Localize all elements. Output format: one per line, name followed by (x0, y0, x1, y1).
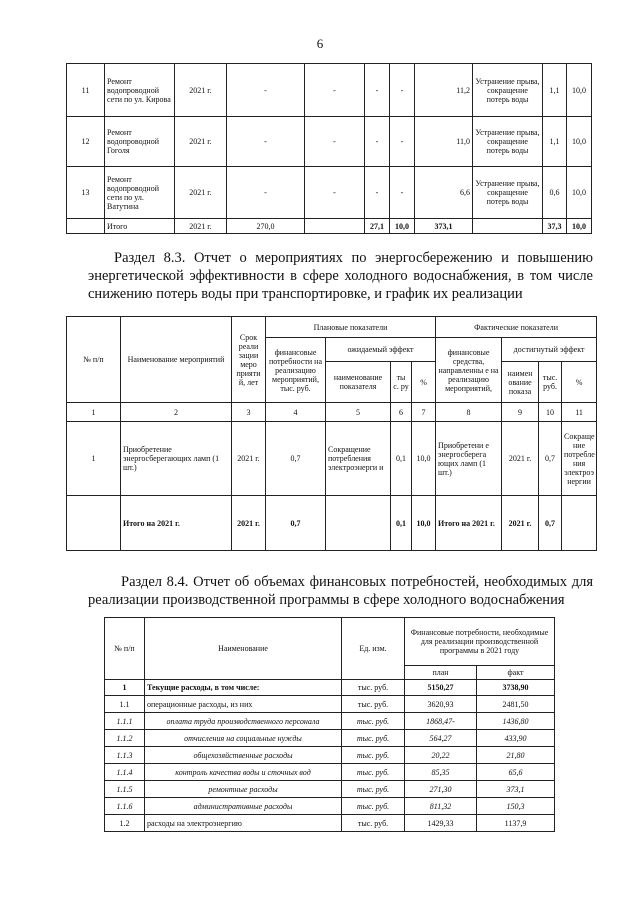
cell: - (227, 117, 305, 167)
table-row (105, 747, 555, 764)
col-num: 10 (539, 403, 562, 422)
cell-name: административные расходы (145, 798, 342, 815)
total-c8: 373,1 (415, 219, 473, 234)
energy-saving-table (66, 316, 597, 551)
cell-plan: 811,32 (405, 798, 477, 815)
cell-plan: 3620,93 (405, 696, 477, 713)
header-plan: Плановые показатели (266, 317, 436, 338)
cell-num: 1.1.4 (105, 764, 145, 781)
cell: - (390, 117, 415, 167)
cell: 10,0 (567, 167, 592, 219)
total-c10: 37,3 (543, 219, 567, 234)
cell: - (305, 167, 365, 219)
cell-fact: 1436,80 (477, 713, 555, 730)
section-8-4-title: Раздел 8.4. Отчет об объемах финансовых потребностей, необходимых для реализации производственной программы в сфере холодного водоснабжения (88, 574, 593, 608)
cell-plan: 85,35 (405, 764, 477, 781)
total-ths: 0,1 (391, 496, 412, 551)
col-num: 2 (121, 403, 232, 422)
col-num: 9 (502, 403, 539, 422)
cell-num: 12 (67, 117, 105, 167)
table-row (105, 696, 555, 713)
header-num: № п/п (67, 317, 121, 403)
financial-needs-table (104, 617, 555, 832)
cell: 11,0 (415, 117, 473, 167)
total-year: 2021 г. (175, 219, 227, 234)
header-effect-fact: достигнутый эффект (502, 338, 597, 362)
cell-num: 1 (67, 422, 121, 496)
cell-fact: 65,6 (477, 764, 555, 781)
total-c7: 10,0 (390, 219, 415, 234)
cell: 10,0 (567, 64, 592, 117)
cell: - (227, 64, 305, 117)
cell: 0,6 (543, 167, 567, 219)
cell-fin: 0,7 (266, 422, 326, 496)
col-num: 7 (412, 403, 436, 422)
header-name: Наименование мероприятий (121, 317, 232, 403)
header-fin-needs: Финансовые потребности, необходимые для реализации производственной программы в 2021 году (405, 618, 555, 666)
cell-num: 1.1.2 (105, 730, 145, 747)
cell-fact: 433,90 (477, 730, 555, 747)
total-pct: 10,0 (412, 496, 436, 551)
table-row (105, 815, 555, 832)
table-row (105, 713, 555, 730)
cell-effect: Устранение прыва, сокращение потерь воды (473, 117, 543, 167)
table-total-row (67, 219, 592, 234)
cell-plan: 271,30 (405, 781, 477, 798)
cell-fact-effect: Сокраще ние потребле ния электроэ нергии (562, 422, 597, 496)
col-num: 5 (326, 403, 391, 422)
total-c6: 27,1 (365, 219, 390, 234)
cell-year: 2021 г. (175, 167, 227, 219)
cell-plan: 564,27 (405, 730, 477, 747)
cell-effect: Устранение прыва, сокращение потерь воды (473, 64, 543, 117)
total-fin: 0,7 (266, 496, 326, 551)
total-label: Итого на 2021 г. (121, 496, 232, 551)
cell-unit: тыс. руб. (342, 713, 405, 730)
cell-plan: 1868,47- (405, 713, 477, 730)
table-row (67, 64, 592, 117)
cell-fact: 21,80 (477, 747, 555, 764)
cell-name: Ремонт водопроводной Гоголя (105, 117, 175, 167)
cell-fact-year: 2021 г. (502, 422, 539, 496)
cell: - (365, 117, 390, 167)
cell: 10,0 (567, 117, 592, 167)
header-fin-fact: финансовые средства, направленны е на реализацию мероприятий, (436, 338, 502, 403)
cell-name: отчисления на социальные нужды (145, 730, 342, 747)
cell-name: Текущие расходы, в том числе: (145, 680, 342, 696)
cell-name: Приобретение энергосберегающих ламп (1 шт.) (121, 422, 232, 496)
cell-unit: тыс. руб. (342, 680, 405, 696)
total-c4: 270,0 (227, 219, 305, 234)
cell-name: Ремонт водопроводной сети по ул. Кирова (105, 64, 175, 117)
cell-term: 2021 г. (232, 422, 266, 496)
cell-fact: 150,3 (477, 798, 555, 815)
col-num: 11 (562, 403, 597, 422)
header-pct: % (412, 362, 436, 403)
cell-pct: 10,0 (412, 422, 436, 496)
header-name: Наименование (145, 618, 342, 680)
header-fin-plan: финансовые потребности на реализацию мероприятий, тыс. руб. (266, 338, 326, 403)
cell-name: расходы на электроэнергию (145, 815, 342, 832)
header-fact: Фактические показатели (436, 317, 597, 338)
cell-num: 1.1.6 (105, 798, 145, 815)
cell-effect: Устранение прыва, сокращение потерь воды (473, 167, 543, 219)
page-number: 6 (316, 36, 324, 51)
table-continuation (66, 63, 592, 234)
cell-unit: тыс. руб. (342, 798, 405, 815)
cell-unit: тыс. руб. (342, 696, 405, 713)
table-row (67, 167, 592, 219)
cell-fact-ths: 0,7 (539, 422, 562, 496)
cell-num: 1 (105, 680, 145, 696)
cell: - (390, 64, 415, 117)
column-numbers-row (67, 403, 597, 422)
total-term: 2021 г. (232, 496, 266, 551)
table-row (105, 764, 555, 781)
header-ths: тыс. руб. (539, 362, 562, 403)
cell-unit: тыс. руб. (342, 764, 405, 781)
cell: - (365, 64, 390, 117)
header-plan: план (405, 666, 477, 680)
total-fact-name: Итого на 2021 г. (436, 496, 502, 551)
col-num: 1 (67, 403, 121, 422)
cell-num: 1.1 (105, 696, 145, 713)
cell-plan: 20,22 (405, 747, 477, 764)
table-row (105, 798, 555, 815)
cell: - (305, 117, 365, 167)
header-indicator: наимен ование показа (502, 362, 539, 403)
cell-ths: 0,1 (391, 422, 412, 496)
header-fact: факт (477, 666, 555, 680)
header-pct: % (562, 362, 597, 403)
cell-name: контроль качества воды и сточных вод (145, 764, 342, 781)
cell: 6,6 (415, 167, 473, 219)
col-num: 3 (232, 403, 266, 422)
cell-unit: тыс. руб. (342, 730, 405, 747)
cell-num: 1.1.5 (105, 781, 145, 798)
cell-fact-name: Приобретени е энергосберега ющих ламп (1 шт.) (436, 422, 502, 496)
cell-name: ремонтные расходы (145, 781, 342, 798)
cell-fact: 373,1 (477, 781, 555, 798)
cell-unit: тыс. руб. (342, 815, 405, 832)
cell-fact: 1137,9 (477, 815, 555, 832)
table-row (105, 730, 555, 747)
cell: 11,2 (415, 64, 473, 117)
cell-name: операционные расходы, из них (145, 696, 342, 713)
col-num: 4 (266, 403, 326, 422)
col-num: 8 (436, 403, 502, 422)
cell: - (305, 64, 365, 117)
cell: - (365, 167, 390, 219)
col-num: 6 (391, 403, 412, 422)
header-unit: Ед. изм. (342, 618, 405, 680)
cell-num: 1.1.3 (105, 747, 145, 764)
cell-unit: тыс. руб. (342, 747, 405, 764)
cell-name: оплата труда производственного персонала (145, 713, 342, 730)
total-fact-ths: 0,7 (539, 496, 562, 551)
cell-num: 1.1.1 (105, 713, 145, 730)
cell: - (390, 167, 415, 219)
cell-num: 11 (67, 64, 105, 117)
cell-fact: 3738,90 (477, 680, 555, 696)
cell-num: 13 (67, 167, 105, 219)
section-8-3-title: Раздел 8.3. Отчет о мероприятиях по энергосбережению и повышению энергетической эффективности в сфере холодного водоснабжения, в том числе снижению потерь воды при транспортировке, и график их реализации (88, 250, 593, 302)
cell: - (227, 167, 305, 219)
table-row (67, 422, 597, 496)
table-total-row (67, 496, 597, 551)
header-num: № п/п (105, 618, 145, 680)
header-term: Срок реали зации меро прияти й, лет (232, 317, 266, 403)
header-indicator: наименование показателя (326, 362, 391, 403)
cell: 1,1 (543, 64, 567, 117)
cell-fact: 2481,50 (477, 696, 555, 713)
cell-year: 2021 г. (175, 117, 227, 167)
cell-unit: тыс. руб. (342, 781, 405, 798)
cell-num: 1.2 (105, 815, 145, 832)
total-fact-year: 2021 г. (502, 496, 539, 551)
table-row (105, 781, 555, 798)
cell-indicator: Сокращение потребления электроэнерги и (326, 422, 391, 496)
cell-plan: 1429,33 (405, 815, 477, 832)
header-ths: ты с. ру (391, 362, 412, 403)
cell-name: Ремонт водопроводной сети по ул. Ватутина (105, 167, 175, 219)
table-row (67, 117, 592, 167)
cell-name: общехозяйственные расходы (145, 747, 342, 764)
table-row (105, 680, 555, 696)
total-c11: 10,0 (567, 219, 592, 234)
header-effect-plan: ожидаемый эффект (326, 338, 436, 362)
cell-plan: 5150,27 (405, 680, 477, 696)
total-label: Итого (105, 219, 175, 234)
cell: 1,1 (543, 117, 567, 167)
cell-year: 2021 г. (175, 64, 227, 117)
